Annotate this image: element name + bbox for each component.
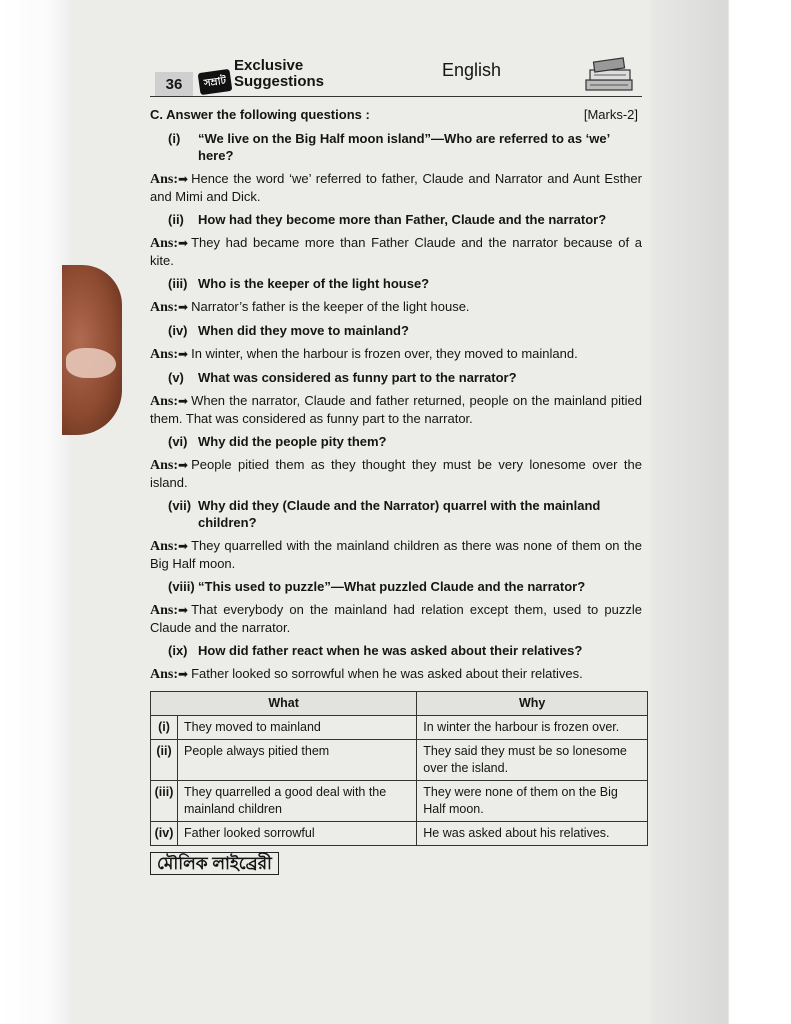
arrow-right-icon: ➡ bbox=[178, 458, 189, 472]
row-number: (ii) bbox=[151, 740, 178, 781]
arrow-right-icon: ➡ bbox=[178, 394, 189, 408]
what-cell: Father looked sorrowful bbox=[178, 822, 417, 846]
answer-label: Ans: bbox=[150, 347, 179, 362]
answer-label: Ans: bbox=[150, 172, 179, 187]
page-content bbox=[150, 52, 642, 875]
answer bbox=[150, 234, 642, 269]
answer-text: They quarrelled with the mainland children as there was none of them on the Big Half moon. bbox=[150, 538, 642, 571]
question bbox=[168, 642, 642, 659]
answer-label: Ans: bbox=[150, 300, 179, 315]
footer-brand: মৌলিক লাইব্রেরী bbox=[150, 852, 279, 875]
why-cell: They said they must be so lonesome over the island. bbox=[417, 740, 648, 781]
table-row bbox=[151, 716, 648, 740]
question-number: (v) bbox=[168, 370, 184, 385]
answer-label: Ans: bbox=[150, 458, 179, 473]
question bbox=[168, 369, 642, 386]
answer-text: When the narrator, Claude and father returned, people on the mainland pitied them. That was considered as funny part to the narrator. bbox=[150, 393, 642, 426]
question bbox=[168, 578, 642, 595]
answer bbox=[150, 392, 642, 427]
answer-text: That everybody on the mainland had relation except them, used to puzzle Claude and the narrator. bbox=[150, 602, 642, 635]
arrow-right-icon: ➡ bbox=[178, 172, 189, 186]
arrow-right-icon: ➡ bbox=[178, 300, 189, 314]
why-cell: He was asked about his relatives. bbox=[417, 822, 648, 846]
page-number: 36 bbox=[155, 72, 193, 96]
answer-label: Ans: bbox=[150, 667, 179, 682]
row-number: (iv) bbox=[151, 822, 178, 846]
col-what-header: What bbox=[151, 692, 417, 716]
subject-title: English bbox=[442, 60, 502, 80]
table-row bbox=[151, 822, 648, 846]
why-cell: In winter the harbour is frozen over. bbox=[417, 716, 648, 740]
row-number: (i) bbox=[151, 716, 178, 740]
what-cell: People always pitied them bbox=[178, 740, 417, 781]
qa-item bbox=[150, 369, 642, 427]
question-number: (viii) bbox=[168, 579, 195, 594]
brand-line-2: Suggestions bbox=[234, 73, 325, 90]
section-heading bbox=[150, 106, 642, 126]
answer-text: They had became more than Father Claude and the narrator because of a kite. bbox=[150, 235, 642, 268]
qa-item bbox=[150, 433, 642, 491]
thumb-nail bbox=[66, 348, 116, 378]
what-cell: They moved to mainland bbox=[178, 716, 417, 740]
answer-text: Father looked so sorrowful when he was asked about their relatives. bbox=[191, 666, 583, 681]
qa-item bbox=[150, 275, 642, 316]
question-text: Why did the people pity them? bbox=[198, 434, 387, 449]
page-margin-left bbox=[0, 0, 70, 1024]
question-number: (i) bbox=[168, 131, 181, 146]
brand-title bbox=[234, 58, 324, 90]
qa-item bbox=[150, 322, 642, 363]
brand-badge: সম্রাট bbox=[198, 69, 233, 95]
what-why-table bbox=[150, 691, 648, 846]
question bbox=[168, 497, 642, 531]
question bbox=[168, 275, 642, 292]
table-row bbox=[151, 740, 648, 781]
qa-item bbox=[150, 642, 642, 683]
answer bbox=[150, 345, 642, 363]
arrow-right-icon: ➡ bbox=[178, 603, 189, 617]
question bbox=[168, 211, 642, 228]
question bbox=[168, 130, 642, 164]
answer-text: Narrator’s father is the keeper of the light house. bbox=[191, 299, 470, 314]
question-number: (iii) bbox=[168, 276, 188, 291]
qa-item bbox=[150, 497, 642, 572]
what-cell: They quarrelled a good deal with the mainland children bbox=[178, 781, 417, 822]
answer bbox=[150, 298, 642, 316]
arrow-right-icon: ➡ bbox=[178, 539, 189, 553]
question-text: Who is the keeper of the light house? bbox=[198, 276, 430, 291]
answer-label: Ans: bbox=[150, 603, 179, 618]
answer bbox=[150, 537, 642, 572]
marks-label: [Marks-2] bbox=[583, 107, 638, 122]
answer-text: Hence the word ‘we’ referred to father, Claude and Narrator and Aunt Esther and Mimi and Dick. bbox=[150, 171, 642, 204]
page-margin-right bbox=[651, 0, 791, 1024]
qa-item bbox=[150, 578, 642, 636]
arrow-right-icon: ➡ bbox=[178, 236, 189, 250]
question bbox=[168, 433, 642, 450]
question-text: “This used to puzzle”—What puzzled Claude and the narrator? bbox=[198, 579, 586, 594]
answer bbox=[150, 456, 642, 491]
question-number: (ii) bbox=[168, 212, 184, 227]
answer-label: Ans: bbox=[150, 394, 179, 409]
answer-label: Ans: bbox=[150, 236, 179, 251]
arrow-right-icon: ➡ bbox=[178, 347, 189, 361]
books-icon bbox=[582, 54, 636, 94]
question-text: When did they move to mainland? bbox=[198, 323, 409, 338]
answer-text: People pitied them as they thought they must be very lonesome over the island. bbox=[150, 457, 642, 490]
question-text: “We live on the Big Half moon island”—Who are referred to as ‘we’ here? bbox=[198, 131, 610, 163]
question-text: Why did they (Claude and the Narrator) quarrel with the mainland children? bbox=[198, 498, 601, 530]
qa-item bbox=[150, 130, 642, 205]
brand-line-1: Exclusive bbox=[234, 57, 304, 74]
question-number: (iv) bbox=[168, 323, 188, 338]
answer-label: Ans: bbox=[150, 539, 179, 554]
arrow-right-icon: ➡ bbox=[178, 667, 189, 681]
answer bbox=[150, 665, 642, 683]
question-number: (vii) bbox=[168, 498, 192, 513]
page-header bbox=[150, 52, 642, 100]
qa-item bbox=[150, 211, 642, 269]
question bbox=[168, 322, 642, 339]
answer bbox=[150, 170, 642, 205]
qa-list bbox=[150, 130, 642, 683]
question-text: How had they become more than Father, Claude and the narrator? bbox=[198, 212, 607, 227]
answer-text: In winter, when the harbour is frozen over, they moved to mainland. bbox=[191, 346, 578, 361]
question-number: (vi) bbox=[168, 434, 188, 449]
table-header-row bbox=[151, 692, 648, 716]
header-rule bbox=[150, 96, 642, 97]
section-title: C. Answer the following questions : bbox=[150, 107, 370, 122]
row-number: (iii) bbox=[151, 781, 178, 822]
why-cell: They were none of them on the Big Half moon. bbox=[417, 781, 648, 822]
question-number: (ix) bbox=[168, 643, 188, 658]
question-text: What was considered as funny part to the narrator? bbox=[198, 370, 517, 385]
table-row bbox=[151, 781, 648, 822]
col-why-header: Why bbox=[417, 692, 648, 716]
question-text: How did father react when he was asked about their relatives? bbox=[198, 643, 583, 658]
answer bbox=[150, 601, 642, 636]
